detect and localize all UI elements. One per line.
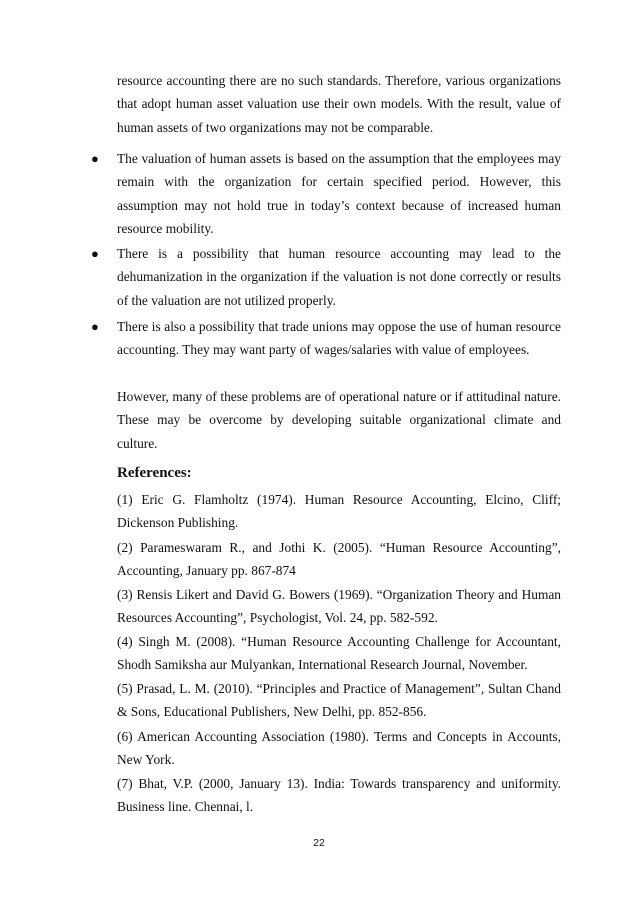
bullet-item-valuation-assumption: The valuation of human assets is based on the assumption that the employees may remain with the organization for certain specified period. However, this assumption may not hold true in today’s context because of increased human resource mobility. (117, 151, 561, 237)
reference-item-5: (5) Prasad, L. M. (2010). “Principles and Practice of Management”, Sultan Chand & Sons, Educational Publishers, New Delhi, pp. 852-856. (117, 681, 561, 720)
reference-item-1: (1) Eric G. Flamholtz (1974). Human Resource Accounting, Elcino, Cliff; Dickenson Publishing. (117, 492, 561, 531)
reference-item-2: (2) Parameswaram R., and Jothi K. (2005). “Human Resource Accounting”, Accounting, January pp. 867-874 (117, 540, 561, 579)
reference-item-3: (3) Rensis Likert and David G. Bowers (1969). “Organization Theory and Human Resources Accounting”, Psychologist, Vol. 24, pp. 582-592. (117, 587, 561, 626)
reference-item-6: (6) American Accounting Association (1980). Terms and Concepts in Accounts, New York. (117, 729, 561, 768)
bullet-dot-icon: ● (91, 319, 99, 334)
bullet-item-trade-unions: There is also a possibility that trade unions may oppose the use of human resource accounting. They may want party of wages/salaries with value of employees. (117, 319, 561, 358)
closing-paragraph: However, many of these problems are of operational nature or if attitudinal nature. These may be overcome by developing suitable organizational climate and culture. (117, 389, 561, 451)
bullet-dot-icon: ● (91, 151, 99, 166)
bullet-item-dehumanization: There is a possibility that human resource accounting may lead to the dehumanization in the organization if the valuation is not done correctly or results of the valuation are not utilized properly. (117, 246, 561, 308)
reference-item-7: (7) Bhat, V.P. (2000, January 13). India: Towards transparency and uniformity. Business line. Chennai, l. (117, 776, 561, 815)
references-heading: References: (117, 465, 192, 481)
reference-item-4: (4) Singh M. (2008). “Human Resource Accounting Challenge for Accountant, Shodh Samiksha aur Mulyankan, International Research Journal, November. (117, 634, 561, 673)
bullet-dot-icon: ● (91, 246, 99, 261)
page-number: 22 (313, 837, 325, 849)
continuation-paragraph: resource accounting there are no such standards. Therefore, various organizations that adopt human asset valuation use their own models. With the result, value of human assets of two organizations may not be comparable. (117, 73, 561, 135)
